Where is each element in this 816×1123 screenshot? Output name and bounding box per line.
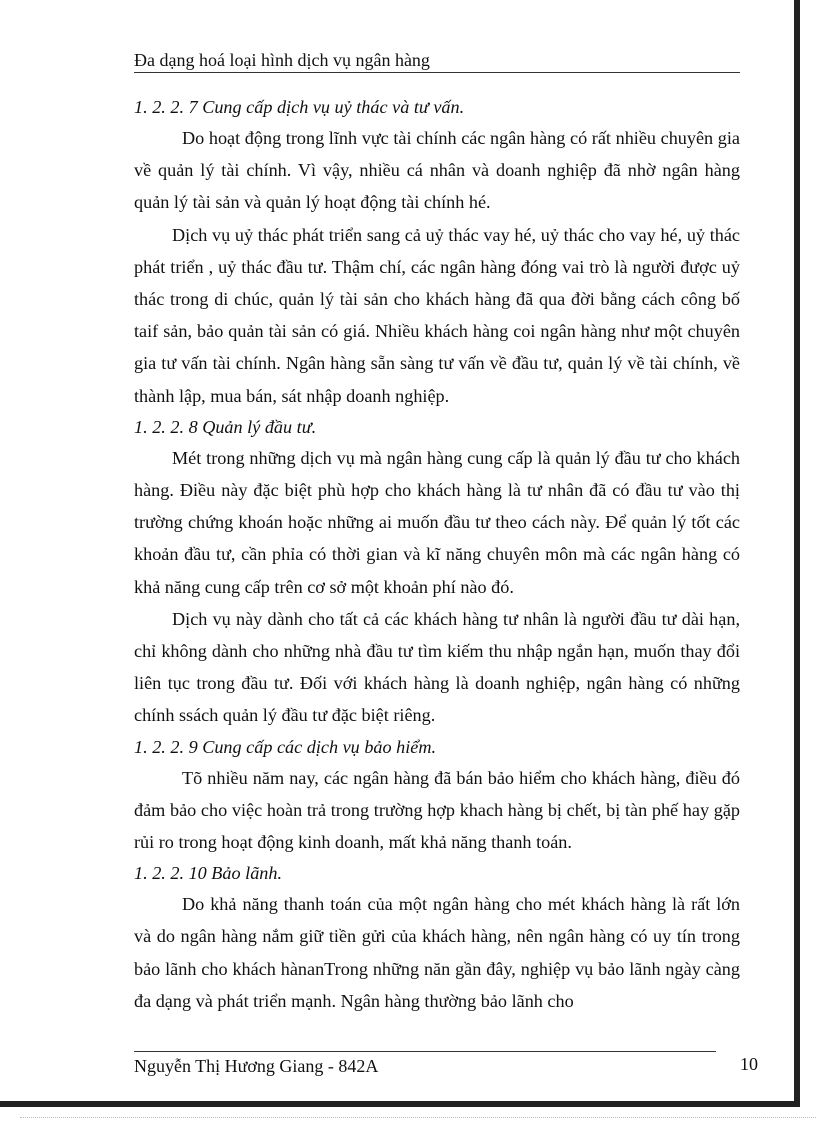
paragraph: Dịch vụ này dành cho tất cả các khách hàng tư nhân là người đầu tư dài hạn, chỉ không dành cho những nhà đầu tư tìm kiếm thu nhập ngắn hạn, muốn thay đổi liên tục trong đầu tư. Đối với khách hàng là doanh nghiệp, ngân hàng có những chính ssách quản lý đầu tư đặc biệt riêng.: [134, 608, 740, 726]
page-number: 10: [740, 1054, 758, 1074]
section-heading: 1. 2. 2. 9 Cung cấp các dịch vụ bảo hiểm.: [134, 736, 437, 757]
paragraph: Mét trong những dịch vụ mà ngân hàng cung cấp là quản lý đầu tư cho khách hàng. Điều này đặc biệt phù hợp cho khách hàng là tư nhân đã có đầu tư vào thị trường chứng khoán hoặc những ai muốn đầu tư theo cách này. Để quản lý tốt các khoản đầu tư, cần phỉa có thời gian và kĩ năng chuyên môn mà các ngân hàng có khả năng cung cấp trên cơ sở một khoản phí nào đó.: [134, 447, 740, 597]
page-bottom-divider: [20, 1117, 816, 1118]
section-heading: 1. 2. 2. 8 Quản lý đầu tư.: [134, 416, 317, 437]
paragraph: Dịch vụ uỷ thác phát triển sang cả uỷ thác vay hé, uỷ thác cho vay hé, uỷ thác phát triển , uỷ thác đầu tư. Thậm chí, các ngân hàng đóng vai trò là người được uỷ thác trong di chúc, quản lý tài sản cho khách hàng đã qua đời bằng cách công bố taif sản, bảo quản tài sản có giá. Nhiều khách hàng coi ngân hàng như một chuyên gia tư vấn tài chính. Ngân hàng sẵn sàng tư vấn về đầu tư, quản lý về tài chính, về thành lập, mua bán, sát nhập doanh nghiệp.: [134, 224, 740, 406]
running-header: Đa dạng hoá loại hình dịch vụ ngân hàng: [134, 50, 430, 70]
section-1-2-2-8: [134, 412, 740, 732]
section-1-2-2-10: [134, 858, 740, 1017]
document-body: [134, 92, 740, 1017]
paragraph: Tõ nhiều năm nay, các ngân hàng đã bán bảo hiểm cho khách hàng, điều đó đảm bảo cho việc hoàn trả trong trường hợp khach hàng bị chết, bị tàn phế hay gặp rủi ro trong hoạt động kinh doanh, mất khả năng thanh toán.: [134, 767, 740, 853]
section-heading: 1. 2. 2. 10 Bảo lãnh.: [134, 863, 283, 884]
footer-author: Nguyễn Thị Hương Giang - 842A: [134, 1056, 379, 1076]
section-1-2-2-7: [134, 92, 740, 412]
footer-rule: [134, 1051, 716, 1052]
paragraph: Do khả năng thanh toán của một ngân hàng cho mét khách hàng là rất lớn và do ngân hàng nắm giữ tiền gửi của khách hàng, nên ngân hàng có uy tín trong bảo lãnh cho khách hànanTrong những năn gần đây, nghiệp vụ bảo lãnh ngày càng đa dạng và phát triển mạnh. Ngân hàng thường bảo lãnh cho: [134, 894, 740, 1011]
section-heading: 1. 2. 2. 7 Cung cấp dịch vụ uỷ thác và tư vấn.: [134, 97, 465, 117]
paragraph: Do hoạt động trong lĩnh vực tài chính các ngân hàng có rất nhiều chuyên gia về quản lý tài chính. Vì vậy, nhiều cá nhân và doanh nghiệp đã nhờ ngân hàng quản lý tài sản và quản lý hoạt động tài chính hé.: [134, 128, 740, 213]
header-rule: [134, 72, 740, 73]
section-1-2-2-9: [134, 732, 740, 859]
